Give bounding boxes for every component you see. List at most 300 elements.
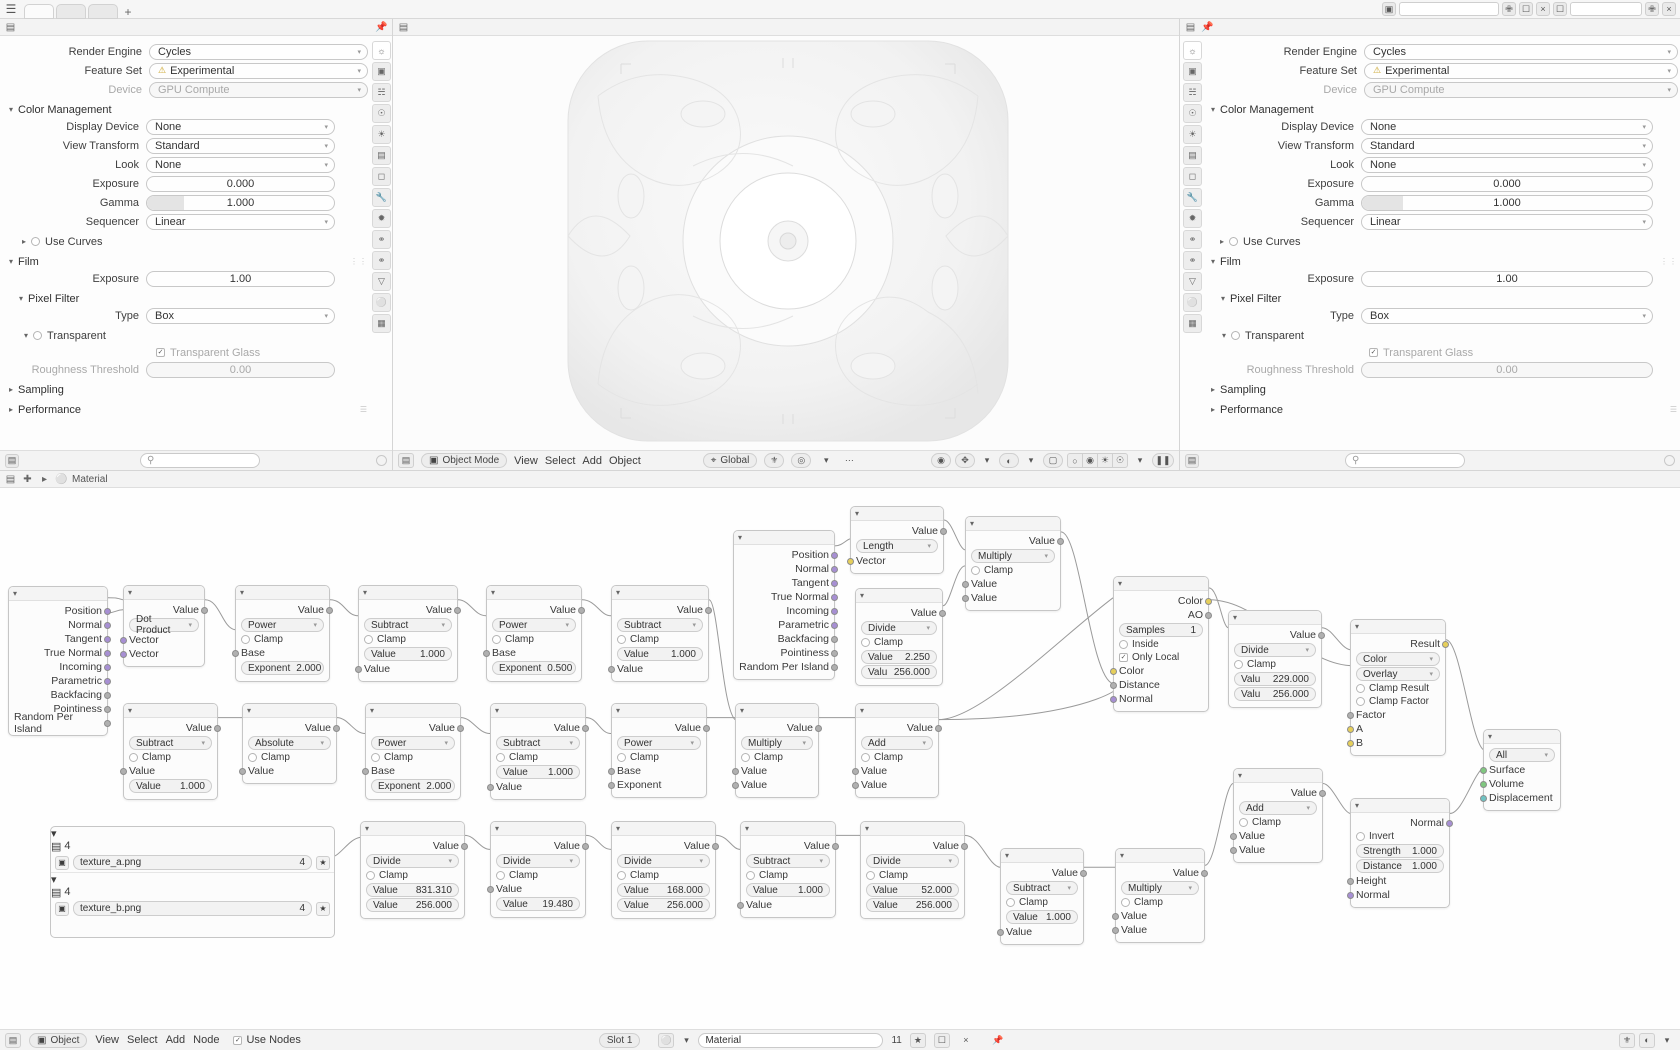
clamp-row[interactable] — [371, 751, 455, 764]
output-socket[interactable] — [1446, 820, 1453, 827]
node-math-power-3[interactable] — [365, 703, 461, 800]
only-local-checkbox[interactable]: ✓ — [1120, 654, 1127, 661]
remove-view-layer-icon[interactable]: × — [1662, 2, 1676, 16]
node-image-texture-group[interactable] — [50, 826, 335, 938]
tab-constraints[interactable]: ⚭ — [372, 251, 391, 270]
clamp-checkbox[interactable] — [241, 635, 250, 644]
tab-data[interactable]: ▽ — [1183, 272, 1202, 291]
node-header[interactable] — [366, 704, 460, 718]
node-header[interactable] — [734, 531, 834, 545]
color-management-section[interactable] — [4, 101, 368, 118]
look-dropdown[interactable] — [1361, 157, 1653, 173]
output-socket[interactable] — [831, 636, 838, 643]
collapse-icon[interactable]: ▾ — [495, 824, 500, 833]
copy-scene-icon[interactable]: ☐ — [1519, 2, 1533, 16]
new-scene-icon[interactable]: ✙ — [1502, 2, 1516, 16]
feature-set-dropdown[interactable] — [149, 63, 368, 79]
node-math-divide-52[interactable] — [860, 821, 965, 919]
menu-add[interactable]: Add — [165, 1034, 186, 1046]
exponent-field[interactable] — [241, 661, 324, 675]
input-socket[interactable] — [239, 768, 246, 775]
clamp-row[interactable] — [364, 633, 452, 646]
input-socket[interactable] — [1112, 913, 1119, 920]
remove-scene-icon[interactable]: × — [1536, 2, 1550, 16]
exposure-slider[interactable] — [1361, 176, 1653, 192]
node-ambient-occlusion[interactable] — [1113, 576, 1209, 712]
xray-icon[interactable]: ▢ — [1043, 453, 1063, 468]
output-socket[interactable] — [831, 566, 838, 573]
output-socket[interactable] — [705, 607, 712, 614]
node-math-add-2[interactable] — [1233, 768, 1323, 863]
menu-select[interactable]: Select — [127, 1034, 158, 1046]
input-socket[interactable] — [1110, 696, 1117, 703]
collapse-icon[interactable]: ▾ — [860, 591, 865, 600]
output-socket[interactable] — [831, 594, 838, 601]
menu-add[interactable]: Add — [582, 454, 602, 467]
node-header[interactable] — [491, 704, 585, 718]
output-socket[interactable] — [1318, 632, 1325, 639]
clamp-row[interactable] — [861, 636, 937, 649]
output-socket[interactable] — [582, 843, 589, 850]
tab-render[interactable]: ☼ — [1183, 41, 1202, 60]
editor-type-icon[interactable]: ▤ — [398, 21, 409, 33]
only-local-row[interactable] — [1119, 651, 1203, 664]
input-socket[interactable] — [1347, 892, 1354, 899]
inside-checkbox[interactable] — [1119, 640, 1128, 649]
output-socket[interactable] — [1205, 598, 1212, 605]
operation-dropdown[interactable] — [861, 736, 933, 750]
tab-material[interactable]: ⚪ — [372, 293, 391, 312]
collapse-icon[interactable]: ▾ — [365, 824, 370, 833]
node-math-divide-225[interactable] — [855, 588, 943, 686]
overlays-icon[interactable]: ◐ — [999, 453, 1019, 468]
output-socket[interactable] — [831, 580, 838, 587]
clamp-checkbox[interactable] — [746, 871, 755, 880]
node-header[interactable] — [736, 704, 818, 718]
input-socket[interactable] — [487, 784, 494, 791]
transparent-glass-checkbox[interactable]: ✓ — [1370, 349, 1377, 356]
clamp-row[interactable] — [1234, 658, 1316, 671]
pixel-filter-section[interactable] — [1206, 290, 1678, 307]
view-transform-dropdown[interactable] — [1361, 138, 1653, 154]
collapse-icon[interactable]: ▾ — [860, 706, 865, 715]
clamp-checkbox[interactable] — [496, 871, 505, 880]
clamp-row[interactable] — [617, 633, 703, 646]
input-socket[interactable] — [362, 768, 369, 775]
tab-view-layer[interactable]: ☵ — [372, 83, 391, 102]
clamp-result-checkbox[interactable] — [1356, 684, 1365, 693]
operation-dropdown[interactable] — [1121, 881, 1199, 895]
value-field-1[interactable] — [617, 883, 710, 897]
input-socket[interactable] — [737, 902, 744, 909]
tab-texture[interactable]: ▦ — [372, 314, 391, 333]
output-socket[interactable] — [939, 610, 946, 617]
clamp-factor-row[interactable] — [1356, 695, 1440, 708]
menu-view[interactable]: View — [514, 454, 538, 467]
proportional-edit-icon[interactable]: ◎ — [791, 453, 811, 468]
distance-field[interactable] — [1356, 859, 1444, 873]
tab-object[interactable]: ◻ — [1183, 167, 1202, 186]
render-engine-dropdown[interactable] — [149, 44, 368, 60]
clamp-checkbox[interactable] — [971, 566, 980, 575]
output-socket[interactable] — [1319, 790, 1326, 797]
node-math-multiply-top[interactable] — [965, 516, 1061, 611]
viewport-canvas[interactable] — [393, 36, 1179, 450]
editor-type-icon[interactable]: ▤ — [5, 21, 16, 33]
output-socket[interactable] — [104, 664, 111, 671]
node-header[interactable] — [856, 589, 942, 603]
node-header[interactable] — [1351, 620, 1445, 634]
clamp-checkbox[interactable] — [371, 753, 380, 762]
collapse-icon[interactable]: ▾ — [1120, 851, 1125, 860]
operation-dropdown[interactable] — [496, 854, 580, 868]
operation-dropdown[interactable] — [741, 736, 813, 750]
sampling-section[interactable] — [1206, 381, 1678, 398]
node-header[interactable] — [856, 704, 938, 718]
collapse-icon[interactable]: ▾ — [855, 509, 860, 518]
node-math-multiply-3[interactable] — [1115, 848, 1205, 943]
editor-type-icon[interactable]: ▤ — [1185, 454, 1199, 468]
clamp-checkbox[interactable] — [492, 635, 501, 644]
node-header-2[interactable] — [51, 872, 334, 899]
image-name-field-1[interactable] — [73, 855, 312, 870]
pin-icon[interactable]: 📌 — [992, 1034, 1004, 1045]
value-field-1[interactable] — [861, 650, 937, 664]
inside-row[interactable] — [1119, 638, 1203, 651]
node-math-power-2[interactable] — [486, 585, 582, 682]
chevron-down-icon[interactable]: ▾ — [1664, 1034, 1670, 1045]
use-nodes-checkbox[interactable]: ✓ — [235, 1036, 241, 1044]
output-socket[interactable] — [1201, 870, 1208, 877]
shield-icon[interactable]: ★ — [910, 1033, 926, 1048]
pin-icon[interactable]: 📌 — [1201, 21, 1214, 33]
output-socket[interactable] — [104, 720, 111, 727]
menu-node[interactable]: Node — [193, 1034, 220, 1046]
invert-checkbox[interactable] — [1356, 832, 1365, 841]
clamp-result-row[interactable] — [1356, 682, 1440, 695]
value-field[interactable] — [129, 779, 212, 793]
hamburger-icon[interactable]: ☰ — [5, 2, 17, 16]
node-header[interactable] — [51, 827, 334, 853]
output-socket[interactable] — [831, 622, 838, 629]
collapse-icon[interactable]: ▾ — [363, 588, 368, 597]
editor-type-icon[interactable]: ▤ — [398, 453, 414, 468]
node-header[interactable] — [243, 704, 336, 718]
node-math-divide-831[interactable] — [360, 821, 465, 919]
collapse-icon[interactable]: ▾ — [740, 706, 745, 715]
node-math-subtract-3[interactable] — [123, 703, 218, 800]
output-socket[interactable] — [333, 725, 340, 732]
collapse-icon[interactable]: ▾ — [51, 828, 57, 840]
shading-material-icon[interactable]: ☀ — [1097, 453, 1113, 468]
input-socket[interactable] — [962, 581, 969, 588]
transform-orientation-dropdown[interactable] — [703, 453, 758, 468]
operation-dropdown[interactable] — [1006, 881, 1078, 895]
output-socket[interactable] — [461, 843, 468, 850]
input-socket[interactable] — [232, 650, 239, 657]
node-header[interactable] — [861, 822, 964, 836]
output-socket[interactable] — [831, 552, 838, 559]
input-socket[interactable] — [852, 768, 859, 775]
output-socket[interactable] — [214, 725, 221, 732]
node-vector-math-length[interactable] — [850, 506, 944, 574]
workspace-tab-3[interactable] — [88, 4, 118, 19]
transparent-row[interactable] — [1206, 327, 1678, 344]
tab-world[interactable]: ☀ — [372, 125, 391, 144]
device-dropdown[interactable] — [149, 82, 368, 98]
node-math-subtract-4[interactable] — [490, 703, 586, 800]
image-icon[interactable]: ▣ — [55, 856, 69, 870]
clamp-row[interactable] — [241, 633, 324, 646]
collapse-icon[interactable]: ▾ — [745, 824, 750, 833]
operation-dropdown[interactable] — [129, 614, 199, 636]
output-socket[interactable] — [104, 706, 111, 713]
collapse-icon[interactable]: ▾ — [247, 706, 252, 715]
collapse-icon[interactable]: ▾ — [491, 588, 496, 597]
clamp-row[interactable] — [366, 869, 459, 882]
node-geometry-left[interactable] — [8, 586, 108, 736]
new-view-layer-icon[interactable]: ✙ — [1645, 2, 1659, 16]
node-header[interactable] — [612, 586, 708, 600]
clamp-factor-checkbox[interactable] — [1356, 697, 1365, 706]
collapse-icon[interactable]: ▾ — [970, 519, 975, 528]
node-header[interactable] — [124, 704, 217, 718]
node-math-multiply-2[interactable] — [735, 703, 819, 798]
collapse-icon[interactable]: ▾ — [1355, 622, 1360, 631]
options-icon[interactable] — [376, 455, 387, 466]
node-math-absolute[interactable] — [242, 703, 337, 784]
device-dropdown[interactable] — [1364, 82, 1678, 98]
clamp-checkbox[interactable] — [364, 635, 373, 644]
view-layer-icon[interactable]: ☐ — [1553, 2, 1567, 16]
tab-physics[interactable]: ⚭ — [1183, 230, 1202, 249]
output-socket[interactable] — [712, 843, 719, 850]
collapse-icon[interactable]: ▾ — [738, 533, 743, 542]
tab-particles[interactable]: ✹ — [1183, 209, 1202, 228]
shading-rendered-icon[interactable]: ☉ — [1112, 453, 1128, 468]
clamp-checkbox[interactable] — [861, 753, 870, 762]
value-field-1[interactable] — [1234, 672, 1316, 686]
chevron-down-icon[interactable]: ▾ — [1137, 455, 1143, 465]
browse-image-icon[interactable]: ▤ — [51, 887, 62, 899]
magnet-icon[interactable]: ⚜ — [764, 453, 784, 468]
input-socket[interactable] — [852, 782, 859, 789]
collapse-icon[interactable]: ▾ — [495, 706, 500, 715]
node-math-divide-1948[interactable] — [490, 821, 586, 918]
samples-field[interactable] — [1119, 623, 1203, 637]
exposure-slider[interactable] — [146, 176, 335, 192]
tab-object[interactable]: ◻ — [372, 167, 391, 186]
collapse-icon[interactable]: ▾ — [1118, 579, 1123, 588]
value-field-1[interactable] — [366, 883, 459, 897]
transparent-checkbox[interactable] — [1231, 331, 1240, 340]
collapse-icon[interactable]: ▾ — [1005, 851, 1010, 860]
node-header[interactable] — [741, 822, 835, 836]
shading-wireframe-icon[interactable]: ○ — [1067, 453, 1083, 468]
tab-physics[interactable]: ⚭ — [372, 230, 391, 249]
operation-dropdown[interactable] — [971, 549, 1055, 563]
node-header[interactable] — [1351, 799, 1449, 813]
tab-modifiers[interactable]: 🔧 — [1183, 188, 1202, 207]
output-socket[interactable] — [582, 725, 589, 732]
unlink-material-icon[interactable]: × — [963, 1035, 969, 1045]
tab-output[interactable]: ▣ — [1183, 62, 1202, 81]
operation-dropdown[interactable] — [366, 854, 459, 868]
view-transform-dropdown[interactable] — [146, 138, 335, 154]
chevron-down-icon[interactable]: ▾ — [984, 455, 990, 465]
clamp-checkbox[interactable] — [1234, 660, 1243, 669]
use-nodes-row[interactable] — [233, 1034, 300, 1047]
node-header[interactable] — [1234, 769, 1322, 783]
input-socket[interactable] — [1480, 795, 1487, 802]
value-field-1[interactable] — [746, 883, 830, 897]
operation-dropdown[interactable] — [364, 618, 452, 632]
output-socket[interactable] — [831, 664, 838, 671]
clamp-checkbox[interactable] — [617, 753, 626, 762]
operation-dropdown[interactable] — [617, 736, 701, 750]
node-canvas[interactable] — [0, 488, 1680, 1029]
blend-mode-dropdown[interactable] — [1356, 667, 1440, 681]
clamp-row[interactable] — [1239, 816, 1317, 829]
node-header[interactable] — [487, 586, 581, 600]
collapse-icon[interactable]: ▾ — [1233, 613, 1238, 622]
feature-set-dropdown[interactable] — [1364, 63, 1678, 79]
value-field-1[interactable] — [866, 883, 959, 897]
output-socket[interactable] — [104, 636, 111, 643]
output-socket[interactable] — [831, 608, 838, 615]
clamp-row[interactable] — [248, 751, 331, 764]
input-socket[interactable] — [487, 886, 494, 893]
sequencer-dropdown[interactable] — [1361, 214, 1653, 230]
operation-dropdown[interactable] — [1239, 801, 1317, 815]
target-dropdown[interactable] — [1489, 748, 1555, 762]
node-vector-math-dot-product[interactable] — [123, 585, 205, 667]
gamma-slider[interactable] — [1361, 195, 1653, 211]
output-socket[interactable] — [326, 607, 333, 614]
node-math-subtract-1[interactable] — [358, 585, 458, 682]
node-math-divide-229[interactable] — [1228, 610, 1322, 708]
shield-icon[interactable]: ★ — [316, 902, 330, 916]
clamp-row[interactable] — [866, 869, 959, 882]
collapse-icon[interactable]: ▾ — [1355, 801, 1360, 810]
clamp-checkbox[interactable] — [866, 871, 875, 880]
clamp-checkbox[interactable] — [496, 753, 505, 762]
input-socket[interactable] — [962, 595, 969, 602]
performance-section[interactable] — [4, 401, 368, 418]
operation-dropdown[interactable] — [496, 736, 580, 750]
transparent-checkbox[interactable] — [33, 331, 42, 340]
node-header[interactable] — [359, 586, 457, 600]
clamp-row[interactable] — [496, 869, 580, 882]
use-curves-checkbox[interactable] — [1229, 237, 1238, 246]
menu-select[interactable]: Select — [544, 454, 576, 467]
operation-dropdown[interactable] — [746, 854, 830, 868]
output-socket[interactable] — [104, 622, 111, 629]
menu-view[interactable]: View — [95, 1034, 120, 1046]
add-icon[interactable]: ✚ — [23, 473, 32, 485]
strength-field[interactable] — [1356, 844, 1444, 858]
input-socket[interactable] — [1480, 767, 1487, 774]
collapse-icon[interactable]: ▾ — [865, 824, 870, 833]
tab-modifiers[interactable]: 🔧 — [372, 188, 391, 207]
clamp-row[interactable] — [746, 869, 830, 882]
image-icon[interactable]: ▣ — [55, 902, 69, 916]
value-field-2[interactable] — [861, 665, 937, 679]
output-socket[interactable] — [104, 678, 111, 685]
node-math-subtract-6[interactable] — [1000, 848, 1084, 945]
value-field-1[interactable] — [1006, 910, 1078, 924]
tab-output[interactable]: ▣ — [372, 62, 391, 81]
tab-world[interactable]: ☀ — [1183, 125, 1202, 144]
operation-dropdown[interactable] — [492, 618, 576, 632]
collapse-icon[interactable]: ▾ — [51, 874, 57, 886]
tab-texture[interactable]: ▦ — [1183, 314, 1202, 333]
operation-dropdown[interactable] — [866, 854, 959, 868]
input-socket[interactable] — [355, 666, 362, 673]
search-input[interactable] — [1345, 453, 1465, 468]
options-icon[interactable] — [1664, 455, 1675, 466]
node-header[interactable] — [1001, 849, 1083, 863]
input-socket[interactable] — [1347, 712, 1354, 719]
clamp-checkbox[interactable] — [129, 753, 138, 762]
clamp-checkbox[interactable] — [1006, 898, 1015, 907]
input-socket[interactable] — [1347, 726, 1354, 733]
film-exposure-slider[interactable] — [1361, 271, 1653, 287]
node-header[interactable] — [9, 587, 107, 601]
tab-scene[interactable]: ☉ — [1183, 104, 1202, 123]
clamp-row[interactable] — [741, 751, 813, 764]
visibility-icon[interactable]: ◉ — [931, 453, 951, 468]
snap-icon[interactable]: ⚜ — [1619, 1033, 1635, 1048]
value-field-2[interactable] — [1234, 687, 1316, 701]
performance-section[interactable] — [1206, 401, 1678, 418]
collapse-icon[interactable]: ▾ — [370, 706, 375, 715]
tab-constraints[interactable]: ⚭ — [1183, 251, 1202, 270]
pixel-filter-type-dropdown[interactable] — [146, 308, 335, 324]
collapse-icon[interactable]: ▾ — [616, 588, 621, 597]
output-socket[interactable] — [1205, 612, 1212, 619]
operation-dropdown[interactable] — [248, 736, 331, 750]
output-socket[interactable] — [1080, 870, 1087, 877]
editor-type-icon[interactable]: ▤ — [1185, 21, 1196, 33]
input-socket[interactable] — [1347, 740, 1354, 747]
roughness-threshold-slider[interactable] — [146, 362, 335, 378]
collapse-icon[interactable]: ▾ — [1238, 771, 1243, 780]
clamp-checkbox[interactable] — [861, 638, 870, 647]
tab-collection[interactable]: ▤ — [372, 146, 391, 165]
operation-dropdown[interactable] — [371, 736, 455, 750]
clamp-checkbox[interactable] — [248, 753, 257, 762]
transparent-row[interactable] — [4, 327, 368, 344]
input-socket[interactable] — [732, 768, 739, 775]
value-field[interactable] — [617, 647, 703, 661]
workspace-tab-2[interactable] — [56, 4, 86, 19]
value-field-2[interactable] — [366, 898, 459, 912]
output-socket[interactable] — [961, 843, 968, 850]
tab-data[interactable]: ▽ — [372, 272, 391, 291]
operation-dropdown[interactable] — [129, 736, 212, 750]
input-socket[interactable] — [1230, 833, 1237, 840]
input-socket[interactable] — [1480, 781, 1487, 788]
collapse-icon[interactable]: ▾ — [616, 706, 621, 715]
input-socket[interactable] — [1347, 878, 1354, 885]
collapse-icon[interactable]: ▾ — [1488, 732, 1493, 741]
use-curves-row[interactable] — [4, 233, 368, 250]
node-header[interactable] — [612, 822, 715, 836]
pixel-filter-section[interactable] — [4, 290, 368, 307]
overlay-icon[interactable]: ◐ — [1639, 1033, 1655, 1048]
clamp-row[interactable] — [617, 869, 710, 882]
